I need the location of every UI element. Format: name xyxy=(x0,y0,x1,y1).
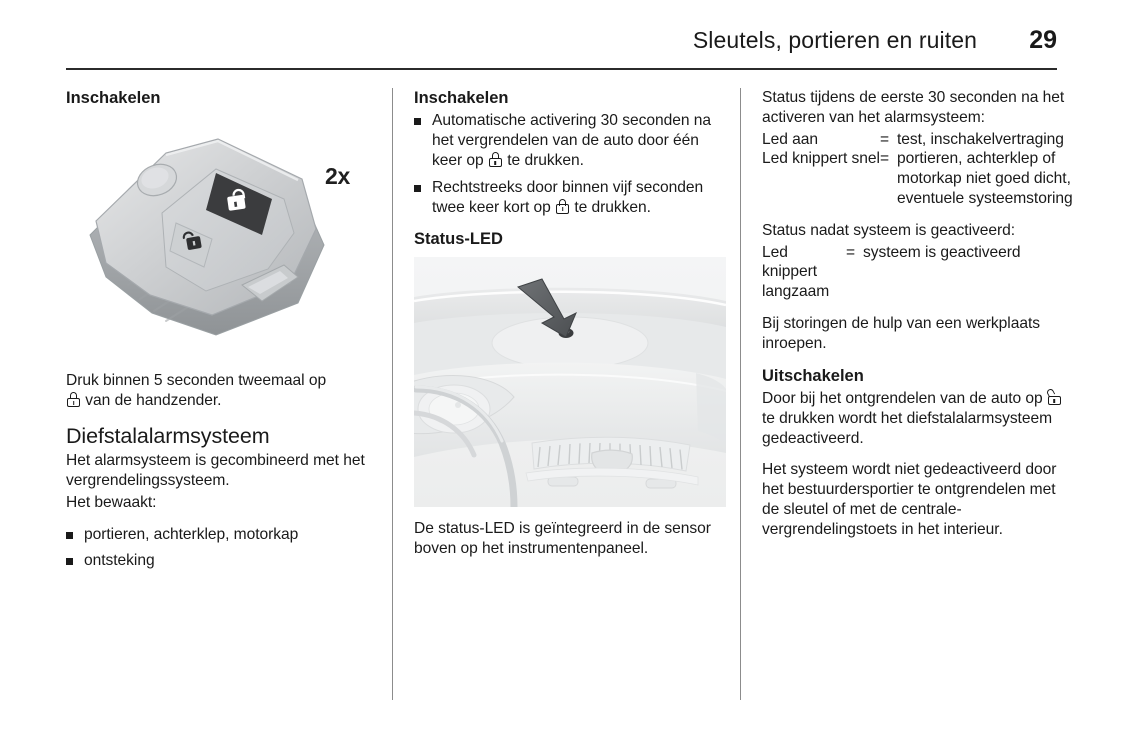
bullet-square-icon xyxy=(66,532,73,539)
bullet-square-icon xyxy=(414,118,421,125)
list-item-label: portieren, achterklep, motorkap xyxy=(84,525,299,543)
column-3 xyxy=(762,88,1074,702)
key-fob-svg xyxy=(66,117,378,357)
status-equals: = xyxy=(880,150,890,168)
key-fob-illustration xyxy=(66,117,378,357)
bullet-square-icon xyxy=(66,558,73,565)
instrument-panel-illustration xyxy=(414,257,726,507)
deactivation-paragraph xyxy=(762,389,1074,448)
header-divider xyxy=(66,68,1057,70)
heading-uitschakelen: Uitschakelen xyxy=(762,366,864,385)
status-led-caption: De status-LED is geïntegreerd in de sensor boven op het instrumentenpaneel. xyxy=(414,519,711,557)
list-item xyxy=(66,551,378,571)
column-1 xyxy=(66,88,378,702)
heading-inschakelen-col1: Inschakelen xyxy=(66,89,161,107)
alarm-intro-paragraph: Het alarmsysteem is gecombineerd met het vergrendelingssysteem. xyxy=(66,452,365,490)
status-term: Led aan xyxy=(762,130,819,148)
status-term: Led knippert snel xyxy=(762,150,880,168)
workshop-advice-paragraph: Bij storingen de hulp van een werkplaats inroepen. xyxy=(762,314,1040,352)
lock-closed-icon xyxy=(67,392,80,407)
column-2 xyxy=(414,88,726,702)
list-item-label: ontsteking xyxy=(84,552,155,570)
list-item-label-part-2: te drukken. xyxy=(507,152,584,170)
table-row xyxy=(762,130,1074,150)
page-header xyxy=(66,18,1057,62)
list-item xyxy=(414,111,726,170)
status-table-after-activation xyxy=(762,243,1074,302)
status-table-first-30s xyxy=(762,130,1074,209)
table-row xyxy=(762,149,1074,208)
status-equals: = xyxy=(846,243,856,261)
status-description: portieren, achterklep of motorkap niet goed dicht, eventuele systeemstoring xyxy=(897,150,1073,207)
status-intro-first-30s: Status tijdens de eerste 30 seconden na het activeren van het alarmsysteem: xyxy=(762,89,1065,126)
key-fob-multiplier-label: 2x xyxy=(325,163,350,190)
heading-inschakelen-col2: Inschakelen xyxy=(414,89,509,107)
page-number: 29 xyxy=(1029,25,1057,54)
column-divider-1 xyxy=(392,88,393,700)
alarm-monitors-label: Het bewaakt: xyxy=(66,493,157,511)
lock-closed-icon xyxy=(556,199,569,214)
key-fob-caption-text-2: van de handzender. xyxy=(85,392,222,410)
list-item-label-part-2: te drukken. xyxy=(574,198,651,216)
heading-status-led: Status-LED xyxy=(414,230,503,249)
list-item-label-part-1: Rechtstreeks door binnen vijf seconden twee keer kort op xyxy=(432,178,704,216)
status-equals: = xyxy=(880,130,890,148)
status-description: test, inschakelvertraging xyxy=(897,130,1064,148)
status-intro-after-activation: Status nadat systeem is geactiveerd: xyxy=(762,221,1016,239)
content-columns xyxy=(66,88,1073,702)
lock-open-icon xyxy=(1048,390,1061,405)
deactivation-text-2: te drukken wordt het diefstalalarmsysteem gedeactiveerd. xyxy=(762,409,1053,447)
activation-methods-list xyxy=(414,111,726,217)
key-fob-caption-text-1: Druk binnen 5 seconden tweemaal op xyxy=(66,372,327,390)
key-fob-caption xyxy=(66,371,378,411)
column-divider-2 xyxy=(740,88,741,700)
list-item-label-part-1: Automatische activering 30 seconden na het vergrendelen van de auto door één keer op xyxy=(432,112,711,170)
lock-closed-icon xyxy=(489,152,502,167)
deactivation-text-1: Door bij het ontgrendelen van de auto op xyxy=(762,390,1043,407)
page-title: Sleutels, portieren en ruiten xyxy=(692,26,977,53)
table-row xyxy=(762,243,1074,302)
heading-diefstalalarmsysteem: Diefstalalarmsysteem xyxy=(66,424,270,449)
instrument-panel-svg xyxy=(414,257,726,507)
list-item xyxy=(66,525,378,545)
status-term: Led knippert langzaam xyxy=(762,243,830,301)
status-description: systeem is geactiveerd xyxy=(863,243,1021,261)
bullet-square-icon xyxy=(414,185,421,192)
no-deactivation-paragraph: Het systeem wordt niet gedeactiveerd door het bestuurdersportier te ontgrendelen met de sleutel of met de centrale-vergrendelingstoets in het interieur. xyxy=(762,461,1057,538)
list-item xyxy=(414,178,726,218)
alarm-monitors-list xyxy=(66,525,378,572)
